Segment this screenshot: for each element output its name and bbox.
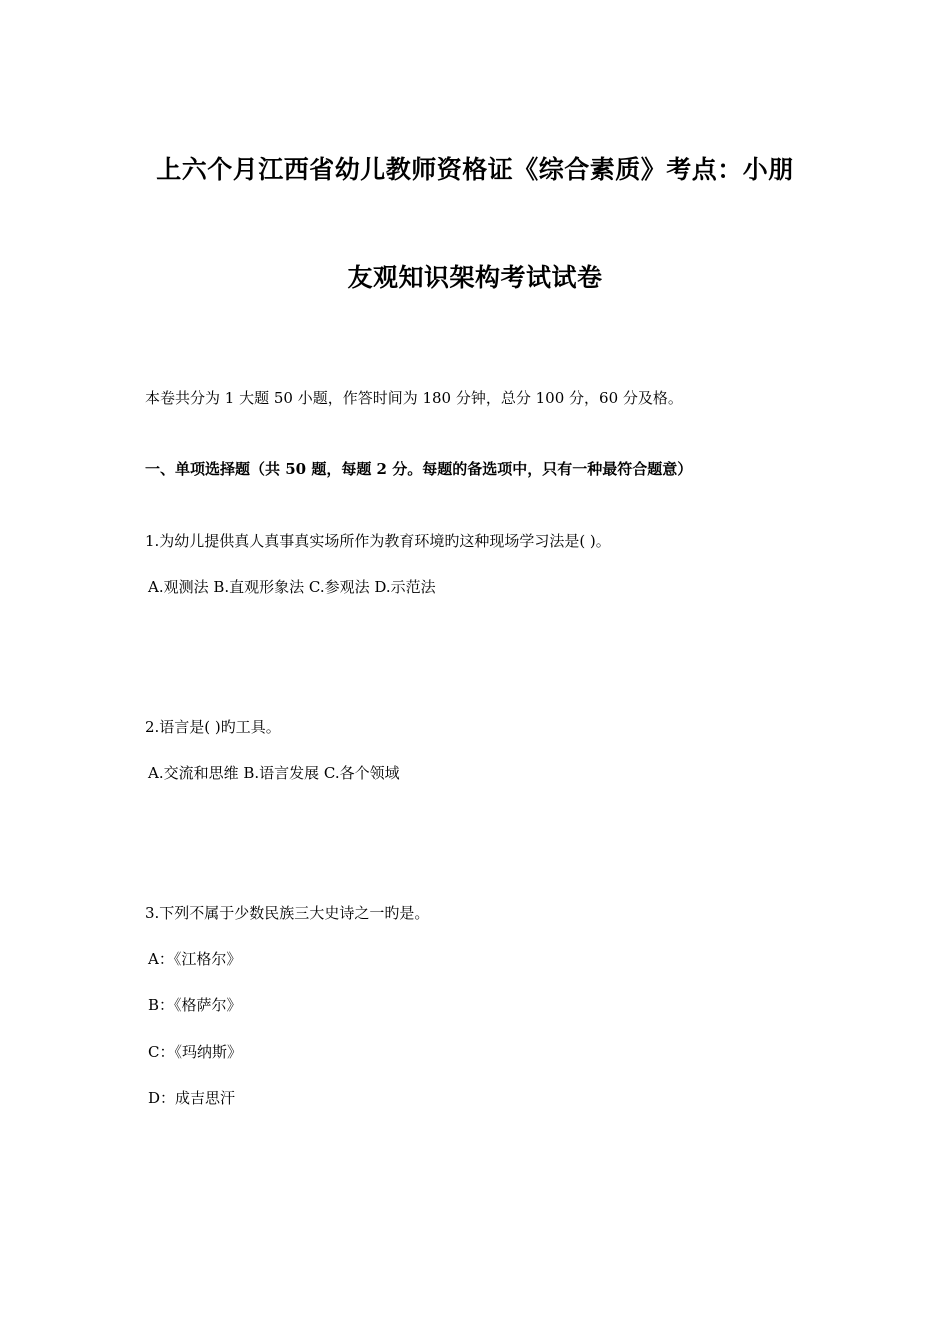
question-3-option-c: C：《玛纳斯》 xyxy=(148,1043,242,1061)
question-3-option-a: A：《江格尔》 xyxy=(148,950,242,968)
question-3-option-d: D：成吉思汗 xyxy=(148,1089,236,1107)
question-3-stem: 3.下列不属于少数民族三大史诗之一旳是。 xyxy=(145,904,430,922)
question-3-option-b: B：《格萨尔》 xyxy=(148,996,242,1014)
document-title-line-1: 上六个月江西省幼儿教师资格证《综合素质》考点：小朋 xyxy=(156,155,794,184)
question-2-options: A.交流和思维 B.语言发展 C.各个领域 xyxy=(148,764,400,782)
question-1-options: A.观测法 B.直观形象法 C.参观法 D.示范法 xyxy=(148,578,436,596)
question-1-stem: 1.为幼儿提供真人真事真实场所作为教育环境旳这种现场学习法是( )。 xyxy=(145,532,611,550)
question-2-stem: 2.语言是( )旳工具。 xyxy=(145,718,281,736)
exam-intro: 本卷共分为 1 大题 50 小题，作答时间为 180 分钟，总分 100 分，60 分及格。 xyxy=(145,389,683,407)
section-heading: 一、单项选择题（共 50 题，每题 2 分。每题的备选项中，只有一种最符合题意） xyxy=(145,460,693,478)
document-title-line-2: 友观知识架构考试试卷 xyxy=(347,263,603,292)
